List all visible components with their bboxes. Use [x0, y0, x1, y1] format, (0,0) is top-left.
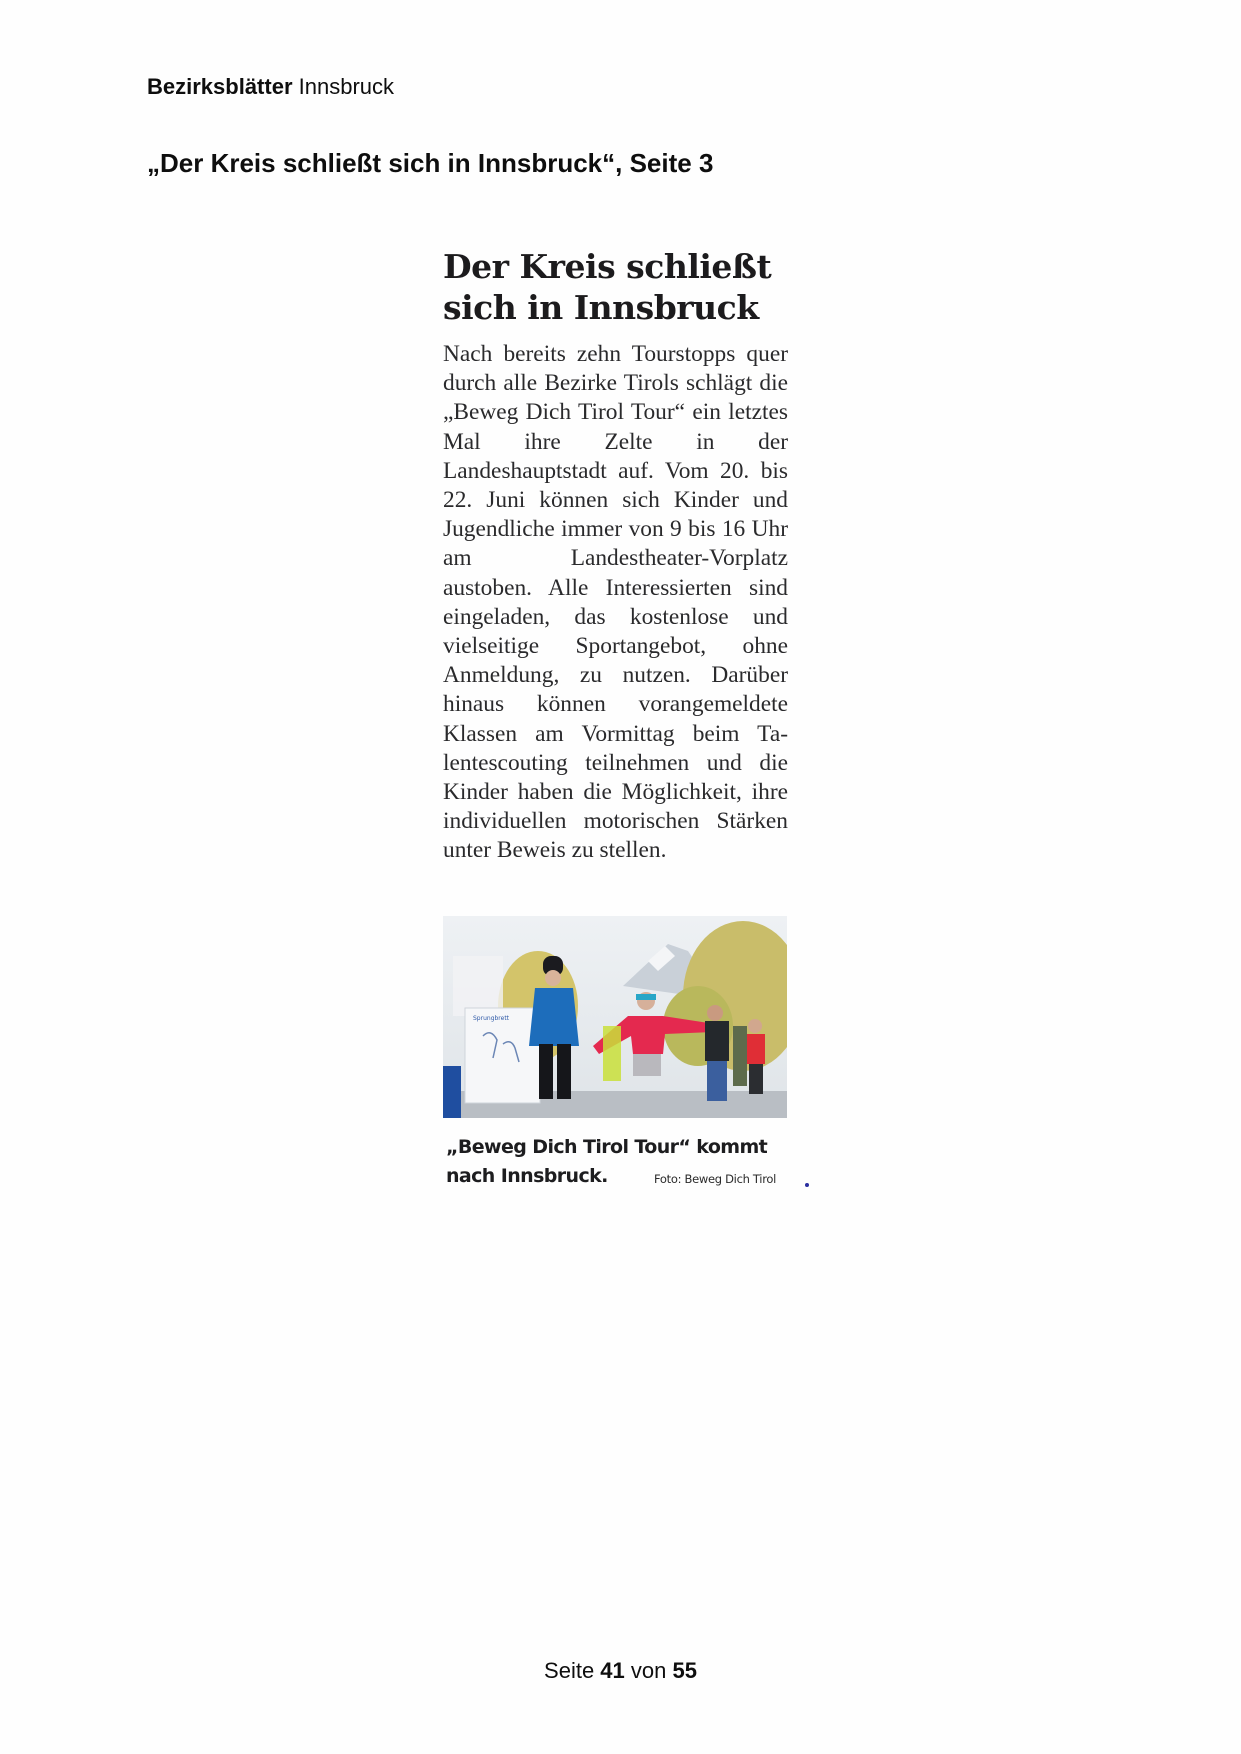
- article-body: Nach bereits zehn Tourstopps quer durch alle Bezirke Tirols schlägt die „Beweg Dich Tirol Tour“ ein letztes Mal ihre Zelte in der Landeshauptstadt auf. Vom 20. bis 22. Juni können sich Kinder und Jugendliche immer von 9 bis 16 Uhr am Landestheater-Vorplatz austoben. Alle Interessierten sind eingeladen, das kostenlose und vielseitige Sportangebot, ohne Anmeldung, zu nutzen. Darüber hinaus können vorangemeldete Klassen am Vormittag beim Talentescouting teilnehmen und die Kinder haben die Möglichkeit, ihre individuellen motorischen Stärken unter Beweis zu stellen.: [443, 341, 788, 864]
- page-total: 55: [672, 1658, 697, 1683]
- caption-line-2: nach Innsbruck.: [446, 1165, 608, 1187]
- headline-line-1: Der Kreis schließt: [443, 247, 772, 286]
- article-headline: [443, 246, 788, 328]
- newspaper-clipping: [443, 246, 788, 866]
- photo-credit: Foto: Beweg Dich Tirol: [654, 1172, 777, 1186]
- photo-illustration: [443, 916, 787, 1118]
- article-photo: [443, 916, 787, 1118]
- boy-head: [707, 1005, 723, 1021]
- publication-line: [147, 74, 394, 100]
- stray-dot: [805, 1183, 809, 1187]
- caption-line-1: „Beweg Dich Tirol Tour“ kommt: [446, 1136, 768, 1158]
- hi-vis-vest: [603, 1026, 621, 1081]
- page-footer: [0, 1658, 1241, 1684]
- blue-banner: [443, 1066, 461, 1118]
- headline-line-2: sich in Innsbruck: [443, 288, 759, 327]
- publication-region: Innsbruck: [292, 74, 395, 99]
- station-sign: [465, 1008, 540, 1103]
- of-word: von: [624, 1658, 673, 1683]
- page-word: Seite: [544, 1658, 601, 1683]
- document-title: „Der Kreis schließt sich in Innsbruck“, Seite 3: [147, 148, 714, 178]
- coach-jacket: [529, 988, 579, 1046]
- page-current: 41: [600, 1658, 625, 1683]
- sign-title: Sprungbrett: [473, 1015, 510, 1022]
- publication-name: Bezirksblätter: [147, 74, 293, 99]
